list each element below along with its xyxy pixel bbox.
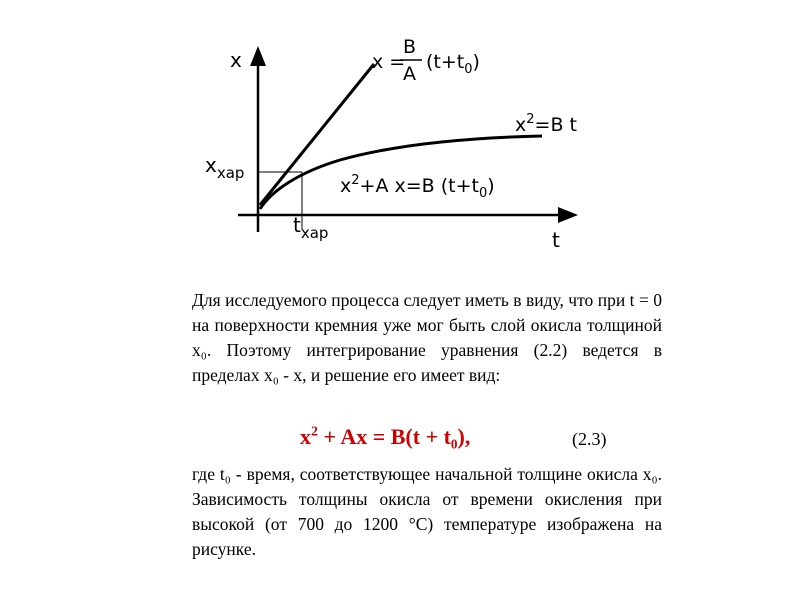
t-char-label — [293, 213, 328, 242]
x-axis-label: t — [552, 228, 560, 252]
x-char-main: x — [205, 153, 217, 177]
general-label-sup: 2 — [351, 173, 360, 188]
equation-number: (2.3) — [572, 429, 607, 449]
x-char-subscript: хар — [216, 164, 245, 182]
t-char-subscript: хар — [300, 224, 329, 242]
general-label-close: ) — [487, 175, 495, 197]
linear-label-subscript: 0 — [464, 62, 473, 77]
equation-row — [300, 424, 660, 458]
linear-label-paren: (t+t — [426, 51, 465, 73]
parabolic-label-x: x — [515, 114, 527, 136]
linear-label-close: ) — [472, 51, 480, 73]
linear-label-numerator: B — [403, 36, 417, 58]
parabolic-label — [515, 112, 577, 136]
y-axis-arrow — [250, 46, 266, 66]
equation-rhs: + Ax = B(t + t₀), — [318, 424, 471, 449]
general-label-x: x — [340, 175, 352, 197]
paragraph-intro — [192, 288, 662, 388]
x-char-label — [205, 153, 244, 182]
linear-label-rhs — [426, 51, 480, 77]
equation-sup: 2 — [311, 424, 318, 440]
paragraph-intro-text: Для исследуемого процесса следует иметь в виду, что при t = 0 на поверхности кремния уже мог быть слой окисла толщиной x₀. Поэтому интегрирование уравнения (2.2) ведется в пределах x₀ - x, и решение его имеет вид: — [192, 290, 662, 385]
linear-label-denominator: A — [403, 63, 416, 85]
general-label-sub: 0 — [478, 186, 488, 201]
linear-label-lhs: x = — [372, 51, 406, 73]
paragraph-explanation-text: где t₀ - время, соответствующее начальной толщине окисла x₀. Зависимость толщины окисла от времени окисления при высокой (от 700 до 1200 °С) температуре изображена на рисунке. — [192, 464, 662, 559]
general-label-mid: +A x=B (t+t — [359, 175, 479, 197]
equation-lhs: x — [300, 424, 311, 449]
oxide-growth-diagram — [0, 0, 800, 270]
y-axis-label: x — [230, 48, 242, 72]
paragraph-explanation — [192, 462, 662, 562]
parabolic-label-sup: 2 — [526, 112, 535, 127]
parabolic-label-rest: =B t — [534, 114, 577, 136]
t-char-main: t — [293, 213, 301, 237]
x-axis-arrow — [558, 207, 578, 223]
general-solution-label — [340, 173, 495, 201]
equation-2-3 — [300, 424, 470, 450]
